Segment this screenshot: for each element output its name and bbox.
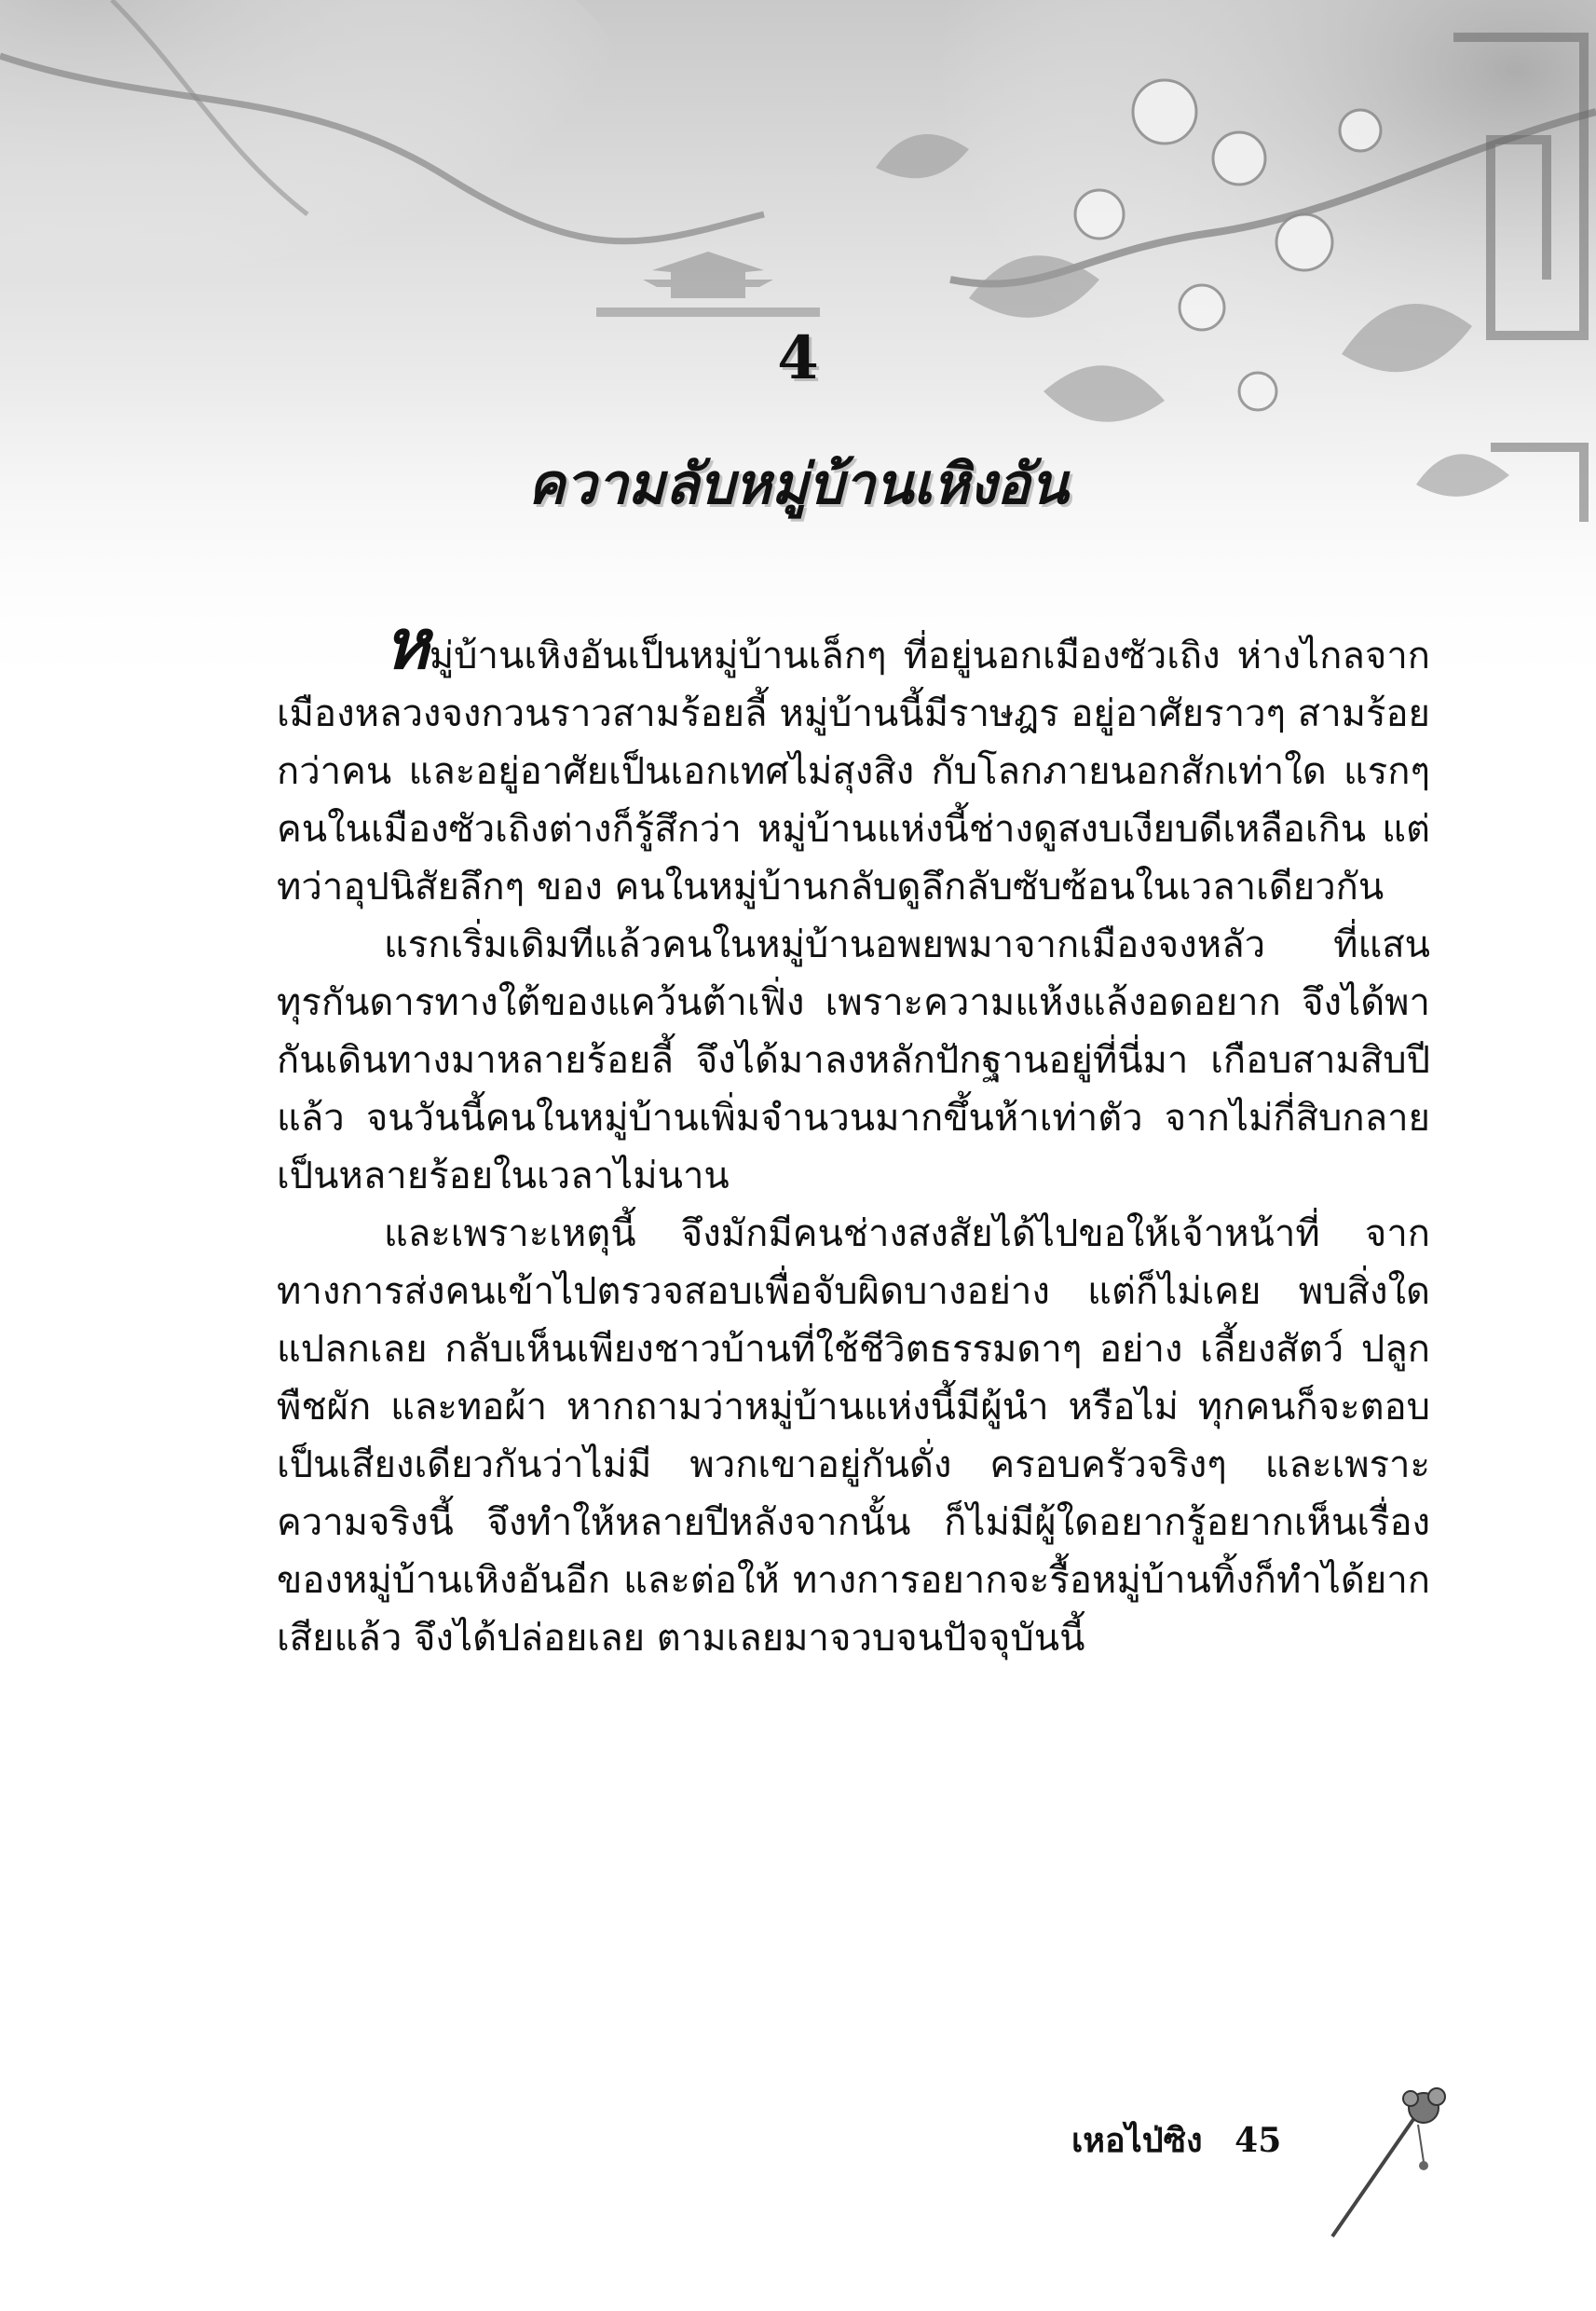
paragraph bbox=[277, 605, 1430, 916]
page-number: 45 bbox=[1235, 2121, 1282, 2160]
chapter-number: 4 bbox=[777, 323, 819, 393]
page-footer bbox=[1071, 2108, 1351, 2173]
chapter-body bbox=[277, 605, 1430, 1667]
chapter-title: ความลับหมู่บ้านเหิงอัน bbox=[527, 452, 1069, 517]
paragraph: และเพราะเหตุนี้ จึงมักมีคนช่างสงสัยได้ไปขอให้เจ้าหน้าที่ จากทางการส่งคนเข้าไปตรวจสอบเพื่อจับผิดบางอย่าง แต่ก็ไม่เคย พบสิ่งใดแปลกเลย กลับเห็นเพียงชาวบ้านที่ใช้ชีวิตธรรมดาๆ อย่าง เลี้ยงสัตว์ ปลูกพืชผัก และทอผ้า หากถามว่าหมู่บ้านแห่งนี้มีผู้นำ หรือไม่ ทุกคนก็จะตอบเป็นเสียงเดียวกันว่าไม่มี พวกเขาอยู่กันดั่ง ครอบครัวจริงๆ และเพราะความจริงนี้ จึงทำให้หลายปีหลังจากนั้น ก็ไม่มีผู้ใดอยากรู้อยากเห็นเรื่องของหมู่บ้านเหิงอันอีก และต่อให้ ทางการอยากจะรื้อหมู่บ้านทิ้งก็ทำได้ยากเสียแล้ว จึงได้ปล่อยเลย ตามเลยมาจวบจนปัจจุบันนี้ bbox=[277, 1212, 1430, 1660]
book-title: เหอไป่ซิง bbox=[1071, 2121, 1203, 2160]
drop-cap-letter: ห bbox=[384, 605, 430, 685]
paragraph-text: มู่บ้านเหิงอันเป็นหมู่บ้านเล็กๆ ที่อยู่นอกเมืองซัวเถิง ห่างไกลจากเมืองหลวงจงกวนราวสามร้อยลี้ หมู่บ้านนี้มีราษฎร อยู่อาศัยราวๆ สามร้อยกว่าคน และอยู่อาศัยเป็นเอกเทศไม่สุงสิง กับโลกภายนอกสักเท่าใด แรกๆ คนในเมืองซัวเถิงต่างก็รู้สึกว่า หมู่บ้านแห่งนี้ช่างดูสงบเงียบดีเหลือเกิน แต่ทว่าอุปนิสัยลึกๆ ของ คนในหมู่บ้านกลับดูลึกลับซับซ้อนในเวลาเดียวกัน bbox=[277, 635, 1430, 909]
paragraph: แรกเริ่มเดิมทีแล้วคนในหมู่บ้านอพยพมาจากเมืองจงหลัว ที่แสนทุรกันดารทางใต้ของแคว้นต้าเฟิ่ง เพราะความแห้งแล้งอดอยาก จึงได้พากันเดินทางมาหลายร้อยลี้ จึงได้มาลงหลักปักฐานอยู่ที่นี่มา เกือบสามสิบปีแล้ว จนวันนี้คนในหมู่บ้านเพิ่มจำนวนมากขึ้นห้าเท่าตัว จากไม่กี่สิบกลายเป็นหลายร้อยในเวลาไม่นาน bbox=[277, 923, 1430, 1197]
hairpin-icon bbox=[1314, 2078, 1463, 2246]
